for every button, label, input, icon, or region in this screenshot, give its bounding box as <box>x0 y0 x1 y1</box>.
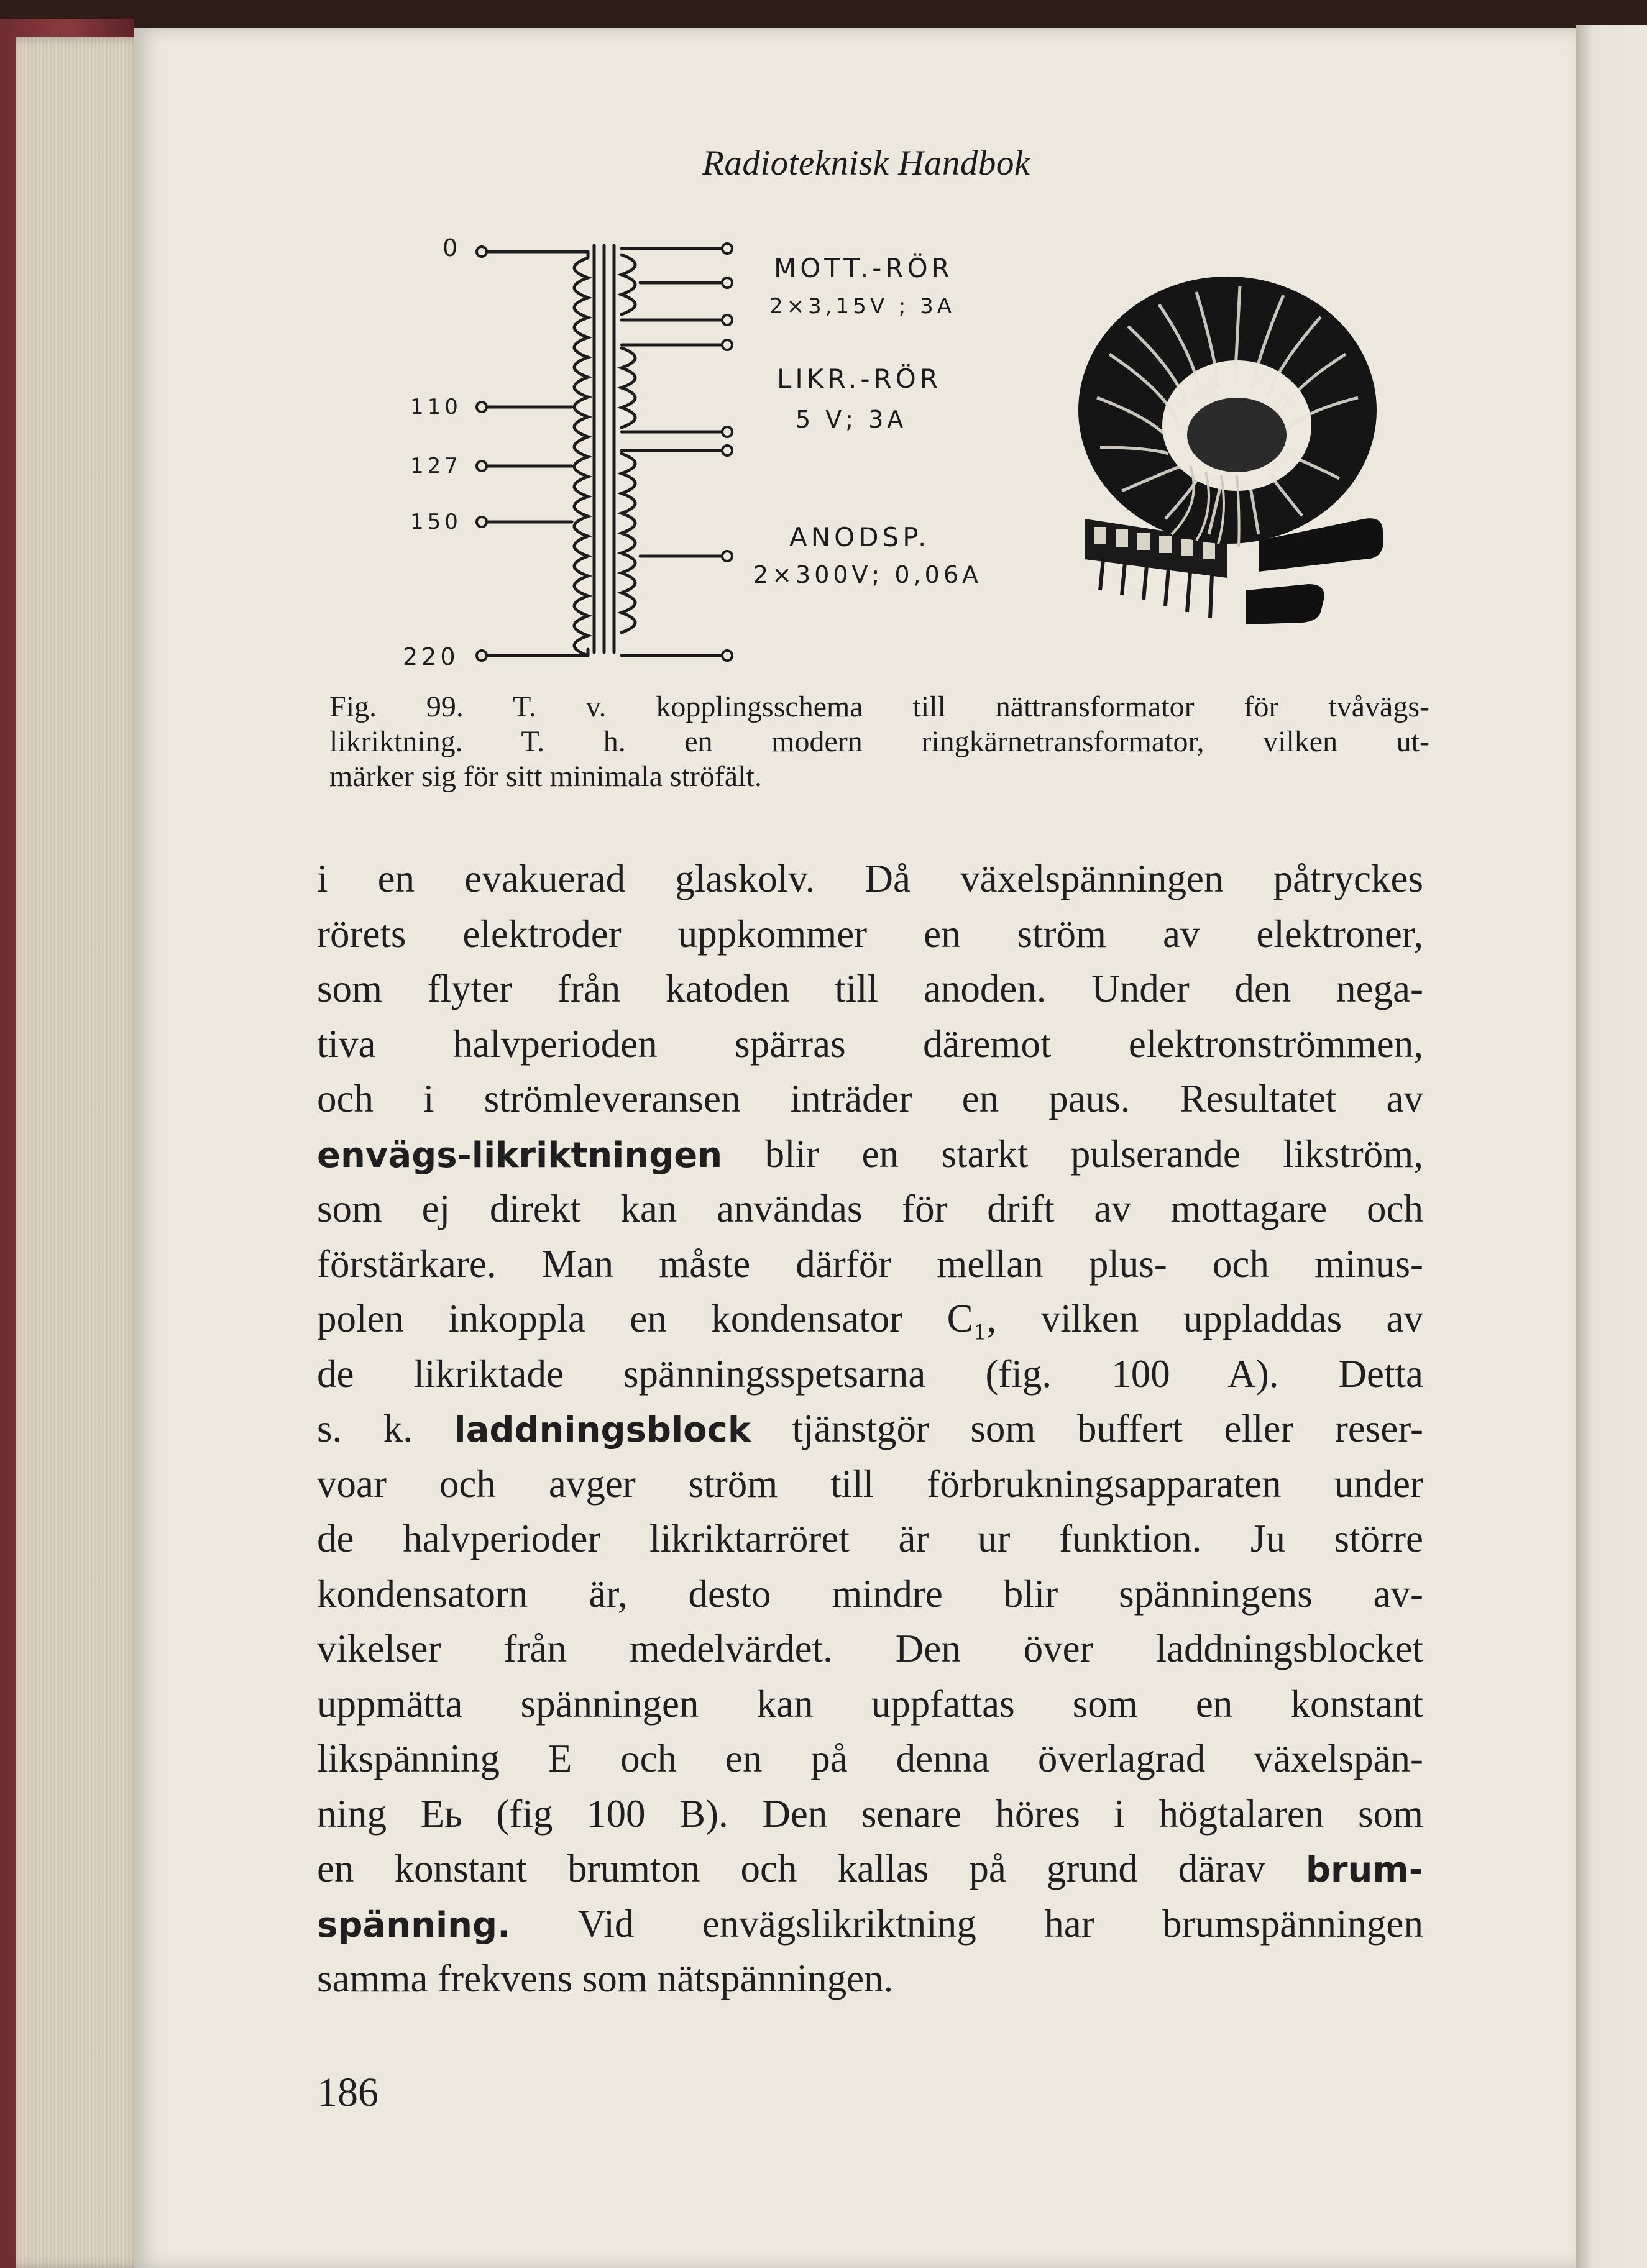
figure-caption <box>329 690 1429 794</box>
body-text-segment: rörets elektroder uppkommer en ström av elektroner, <box>317 912 1423 956</box>
page-stack-edges <box>16 37 146 2268</box>
toroid-illustration <box>1072 267 1408 665</box>
body-text-segment: samma frekvens som nätspänningen. <box>317 1957 894 2000</box>
body-line <box>317 1237 1423 1292</box>
body-line <box>317 851 1423 907</box>
body-line <box>317 1676 1423 1732</box>
body-line <box>317 961 1423 1017</box>
transformer-schematic <box>348 221 994 693</box>
caption-line: likriktning. T. h. en modern ringkärnetransformator, vilken ut- <box>329 725 1429 758</box>
running-title: Radioteknisk Handbok <box>702 144 1030 183</box>
body-line <box>317 1017 1423 1072</box>
body-line <box>317 1071 1423 1127</box>
body-line <box>317 1127 1423 1182</box>
body-text-segment: som ej direkt kan användas för drift av mottagare och <box>317 1187 1423 1230</box>
body-text-segment: kondensatorn är, desto mindre blir spänningens av- <box>317 1571 1423 1616</box>
body-line <box>317 1401 1423 1456</box>
body-text-segment: som flyter från katoden till anoden. Under den nega- <box>317 967 1423 1010</box>
bold-term: spänning. <box>317 1904 511 1946</box>
secondary-rating-mott-ror: 2×3,15V ; 3A <box>769 294 956 319</box>
bold-term: laddningsblock <box>454 1410 751 1450</box>
body-text-segment: blir en starkt pulserande likström, <box>722 1132 1423 1176</box>
body-line <box>317 1621 1423 1676</box>
body-line <box>317 1347 1423 1402</box>
body-text-segment: tiva halvperioden spärras däremot elektronströmmen, <box>317 1022 1423 1066</box>
page-number: 186 <box>317 2070 378 2115</box>
body-line <box>317 1841 1423 1896</box>
body-text-segment: och i strömleveransen inträder en paus. Resultatet av <box>317 1077 1423 1120</box>
body-text-segment: Vid envägslikriktning har brumspänningen <box>510 1901 1423 1946</box>
facing-page-edge <box>1576 25 1647 2268</box>
body-text-segment: i en evakuerad glaskolv. Då växelspänningen påtryckes <box>317 857 1423 900</box>
tap-label-127: 127 <box>410 454 462 478</box>
tap-label-150: 150 <box>410 510 462 534</box>
body-text-segment: en konstant brumton och kallas på grund därav <box>317 1847 1306 1890</box>
body-line <box>317 1951 1423 2006</box>
body-line <box>317 1181 1423 1237</box>
body-line <box>317 1786 1423 1842</box>
body-text-segment: polen inkoppla en kondensator C₁, vilken uppladdas av <box>317 1297 1423 1340</box>
caption-line: Fig. 99. T. v. kopplingsschema till nättransformator för tvåvägs- <box>329 690 1429 723</box>
body-text <box>317 851 1423 2006</box>
tap-label-220: 220 <box>403 643 459 670</box>
secondary-name-mott-ror: MOTT.-RÖR <box>774 253 953 283</box>
body-text-segment: förstärkare. Man måste därför mellan plus- och minus- <box>317 1241 1423 1286</box>
tap-label-110: 110 <box>410 395 462 419</box>
toroidal-transformer-photo <box>1072 267 1408 665</box>
body-line <box>317 1566 1423 1622</box>
caption-line: märker sig för sitt minimala ströfält. <box>329 760 762 793</box>
tap-label-0: 0 <box>443 234 462 262</box>
bold-term: envägs-likriktningen <box>317 1135 723 1176</box>
body-text-segment: de likriktade spänningsspetsarna (fig. 100 A). Detta <box>317 1351 1423 1396</box>
body-text-segment: uppmätta spänningen kan uppfattas som en konstant <box>317 1681 1423 1726</box>
body-line <box>317 1731 1423 1786</box>
body-line <box>317 1456 1423 1512</box>
body-line <box>317 1511 1423 1566</box>
body-line <box>317 1896 1423 1952</box>
body-text-segment: ning Eь (fig 100 B). Den senare höres i högtalaren som <box>317 1791 1423 1836</box>
bold-term: brum- <box>1305 1850 1423 1890</box>
body-text-segment: likspänning E och en på denna överlagrad växelspän- <box>317 1737 1423 1780</box>
body-line <box>317 1291 1423 1347</box>
body-text-segment: voar och avger ström till förbrukningsapparaten under <box>317 1461 1423 1506</box>
body-line <box>317 907 1423 962</box>
body-text-segment: tjänstgör som buffert eller reser- <box>751 1407 1423 1450</box>
secondary-rating-anodsp: 2×300V; 0,06A <box>753 561 983 588</box>
body-text-segment: de halvperioder likriktarröret är ur funktion. Ju större <box>317 1517 1423 1560</box>
body-text-segment: s. k. <box>317 1407 454 1450</box>
secondary-rating-likr-ror: 5 V; 3A <box>796 406 907 433</box>
body-text-segment: vikelser från medelvärdet. Den över laddningsblocket <box>317 1627 1423 1670</box>
secondary-name-likr-ror: LIKR.-RÖR <box>777 364 942 394</box>
secondary-name-anodsp: ANODSP. <box>789 522 930 552</box>
